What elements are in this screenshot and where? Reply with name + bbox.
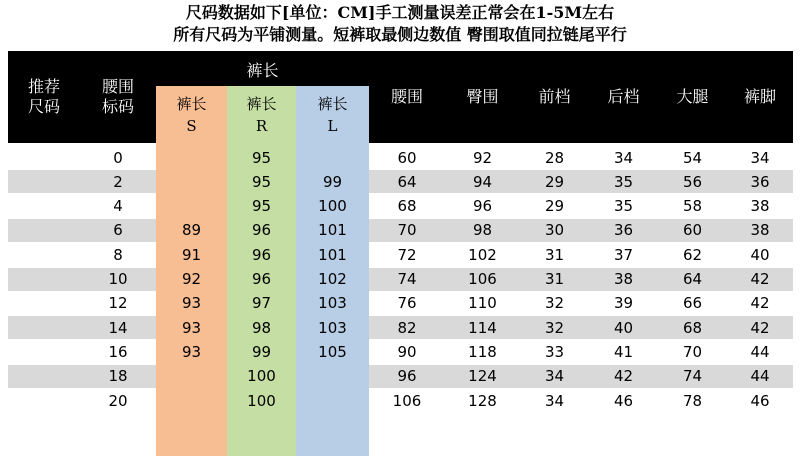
header-hem: 裤脚 (743, 87, 776, 106)
cell-size: 0 (113, 148, 123, 167)
cell-thigh: 78 (682, 391, 703, 410)
header-thigh: 大腿 (676, 87, 709, 106)
cell-length-l: 105 (318, 342, 347, 361)
cell-length-s: 93 (181, 294, 202, 313)
cell-front-rise: 34 (544, 391, 565, 410)
cell-hem: 38 (750, 197, 770, 216)
cell-length-r: 96 (251, 221, 272, 240)
cell-hem: 38 (750, 221, 770, 240)
cell-length-r: 95 (251, 197, 272, 216)
cell-length-l (296, 146, 369, 169)
cell-waist: 64 (397, 172, 417, 191)
cell-back-rise: 36 (613, 221, 634, 240)
cell-waist: 82 (397, 318, 417, 337)
cell-front-rise: 30 (544, 221, 565, 240)
cell-thigh: 64 (682, 270, 703, 288)
cell-length-r: 100 (247, 367, 276, 386)
cell-size: 18 (108, 367, 128, 386)
cell-length-l: 103 (318, 318, 347, 337)
cell-front-rise: 29 (544, 172, 565, 191)
header-waist-label-size: 腰围 标码 (101, 77, 134, 116)
cell-length-s: 91 (181, 245, 202, 264)
cell-hem: 42 (750, 294, 770, 313)
cell-hip: 102 (468, 245, 497, 264)
cell-front-rise: 29 (544, 197, 565, 216)
cell-length-l: 101 (318, 221, 347, 240)
cell-length-s (156, 195, 227, 218)
cell-hem: 44 (750, 367, 770, 386)
cell-size: 6 (113, 221, 123, 240)
cell-waist: 74 (397, 270, 417, 288)
cell-length-s: 93 (181, 318, 202, 337)
cell-front-rise: 33 (544, 342, 565, 361)
header-recommended-size: 推荐 尺码 (27, 77, 60, 116)
cell-hip: 114 (468, 318, 497, 337)
header-length-l: 裤长 L (317, 94, 348, 135)
cell-length-s (156, 389, 227, 412)
cell-length-l (296, 389, 369, 412)
header-hip: 臀围 (466, 87, 499, 106)
cell-length-s: 93 (181, 342, 202, 361)
cell-front-rise: 31 (544, 270, 565, 288)
header-front-rise: 前档 (538, 87, 571, 106)
cell-hip: 110 (468, 294, 497, 313)
cell-front-rise: 31 (544, 245, 565, 264)
cell-back-rise: 46 (613, 391, 634, 410)
cell-hip: 128 (468, 391, 497, 410)
cell-hip: 92 (472, 148, 493, 167)
cell-size: 2 (113, 172, 123, 191)
cell-front-rise: 32 (544, 294, 565, 313)
cell-hem: 36 (750, 172, 770, 191)
title-line-2: 所有尺码为平铺测量。短裤取最侧边数值 臀围取值同拉链尾平行 (173, 25, 627, 44)
cell-front-rise: 32 (544, 318, 565, 337)
cell-length-s: 89 (181, 221, 202, 240)
cell-length-r: 99 (251, 342, 272, 361)
cell-length-l: 100 (318, 197, 347, 216)
header-length-group: 裤长 (246, 61, 279, 80)
cell-hip: 94 (472, 172, 493, 191)
cell-back-rise: 41 (613, 342, 634, 361)
cell-length-r: 100 (247, 391, 276, 410)
cell-waist: 68 (397, 197, 417, 216)
cell-waist: 106 (392, 391, 422, 410)
cell-back-rise: 35 (613, 197, 634, 216)
cell-back-rise: 38 (613, 270, 634, 288)
header-length-s: 裤长 S (176, 94, 207, 135)
cell-waist: 90 (397, 342, 417, 361)
cell-hip: 98 (472, 221, 493, 240)
cell-length-l: 99 (322, 172, 343, 191)
cell-length-r: 96 (251, 245, 272, 264)
cell-thigh: 54 (682, 148, 703, 167)
cell-size: 20 (108, 391, 128, 410)
cell-thigh: 58 (682, 197, 703, 216)
cell-length-l (296, 365, 369, 388)
cell-hem: 42 (750, 270, 770, 288)
cell-length-r: 96 (251, 270, 272, 288)
cell-hem: 44 (750, 342, 770, 361)
cell-length-s: 92 (181, 270, 202, 288)
cell-back-rise: 34 (613, 148, 634, 167)
cell-hem: 40 (750, 245, 770, 264)
cell-back-rise: 42 (613, 367, 634, 386)
cell-hip: 118 (468, 342, 497, 361)
header-back-rise: 后档 (607, 87, 640, 106)
cell-waist: 60 (397, 148, 417, 167)
header-length-r: 裤长 R (246, 94, 277, 135)
cell-thigh: 70 (682, 342, 703, 361)
cell-hem: 34 (750, 148, 770, 167)
cell-hem: 46 (750, 391, 770, 410)
cell-waist: 76 (397, 294, 417, 313)
cell-back-rise: 35 (613, 172, 634, 191)
cell-length-l: 103 (318, 294, 347, 313)
cell-length-r: 98 (251, 318, 272, 337)
cell-length-r: 97 (251, 294, 272, 313)
cell-length-s (156, 170, 227, 193)
cell-thigh: 60 (682, 221, 703, 240)
cell-front-rise: 28 (544, 148, 565, 167)
cell-front-rise: 34 (544, 367, 565, 386)
cell-size: 10 (108, 270, 128, 288)
header-waist: 腰围 (390, 87, 423, 106)
cell-waist: 96 (397, 367, 417, 386)
cell-back-rise: 40 (613, 318, 634, 337)
cell-thigh: 66 (682, 294, 703, 313)
cell-thigh: 68 (682, 318, 703, 337)
cell-length-s (156, 146, 227, 169)
cell-back-rise: 39 (613, 294, 634, 313)
cell-hip: 96 (472, 197, 493, 216)
cell-hip: 124 (468, 367, 497, 386)
cell-length-r: 95 (251, 172, 272, 191)
cell-back-rise: 37 (613, 245, 634, 264)
cell-size: 8 (113, 245, 123, 264)
cell-size: 4 (113, 197, 123, 216)
cell-thigh: 56 (682, 172, 703, 191)
cell-length-s (156, 365, 227, 388)
cell-hem: 42 (750, 318, 770, 337)
cell-waist: 72 (397, 245, 417, 264)
cell-size: 12 (108, 294, 128, 313)
title-line-1: 尺码数据如下[单位：CM]手工测量误差正常会在1-5M左右 (185, 3, 615, 22)
cell-size: 14 (108, 318, 128, 337)
cell-thigh: 62 (682, 245, 703, 264)
cell-size: 16 (108, 342, 128, 361)
cell-length-l: 102 (318, 270, 347, 288)
cell-hip: 106 (468, 270, 497, 288)
cell-length-l: 101 (318, 245, 347, 264)
cell-length-r: 95 (251, 148, 272, 167)
cell-waist: 70 (397, 221, 417, 240)
cell-thigh: 74 (682, 367, 703, 386)
